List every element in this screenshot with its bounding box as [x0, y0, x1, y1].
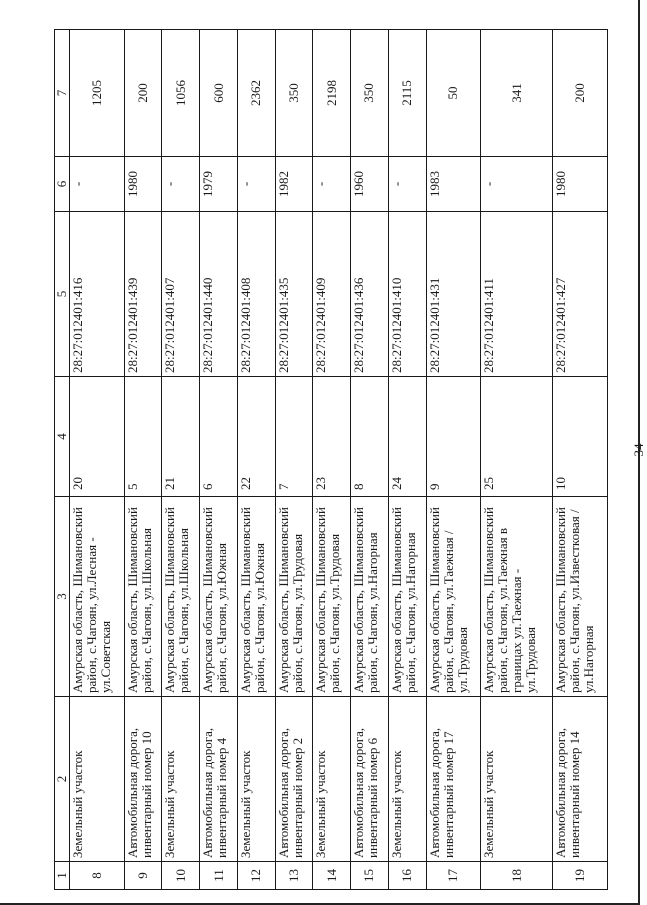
object-address: Амурская область, Шимановский район, с.Чагоян, ул.Трудовая — [313, 497, 351, 697]
registry-number: 24 — [388, 377, 426, 497]
value: 50 — [426, 30, 481, 157]
object-name: Автомобильная дорога, инвентарный номер 14 — [553, 697, 608, 862]
year: - — [162, 157, 200, 212]
object-name: Земельный участок — [70, 697, 125, 862]
header-cell: 1 — [55, 862, 70, 890]
year: - — [313, 157, 351, 212]
object-address: Амурская область, Шимановский район, с.Чагоян, ул.Школьная — [162, 497, 200, 697]
year: - — [388, 157, 426, 212]
cadastral-number: 28:27:012401:436 — [351, 212, 389, 377]
object-address: Амурская область, Шимановский район, с.Чагоян, ул.Трудовая — [275, 497, 313, 697]
registry-number: 5 — [124, 377, 162, 497]
object-address: Амурская область, Шимановский район, с.Чагоян, ул.Южная — [200, 497, 238, 697]
year: - — [481, 157, 553, 212]
table-row — [162, 30, 200, 890]
object-address: Амурская область, Шимановский район, с.Чагоян, ул.Таежная / ул.Трудовая — [426, 497, 481, 697]
object-name: Автомобильная дорога, инвентарный номер 10 — [124, 697, 162, 862]
table-row — [200, 30, 238, 890]
value: 1205 — [70, 30, 125, 157]
page-number: 34 — [631, 443, 646, 457]
row-number: 11 — [200, 862, 238, 890]
property-table — [54, 29, 608, 890]
object-name: Автомобильная дорога, инвентарный номер 4 — [200, 697, 238, 862]
year: 1980 — [124, 157, 162, 212]
registry-number: 9 — [426, 377, 481, 497]
registry-number: 10 — [553, 377, 608, 497]
table-row — [275, 30, 313, 890]
table-row — [351, 30, 389, 890]
registry-number: 8 — [351, 377, 389, 497]
table-row — [237, 30, 275, 890]
year: 1982 — [275, 157, 313, 212]
header-cell: 6 — [55, 157, 70, 212]
rotated-page — [54, 30, 646, 890]
cadastral-number: 28:27:012401:410 — [388, 212, 426, 377]
value: 350 — [351, 30, 389, 157]
object-name: Земельный участок — [313, 697, 351, 862]
cadastral-number: 28:27:012401:416 — [70, 212, 125, 377]
row-number: 10 — [162, 862, 200, 890]
value: 1056 — [162, 30, 200, 157]
year: - — [70, 157, 125, 212]
row-number: 16 — [388, 862, 426, 890]
registry-number: 22 — [237, 377, 275, 497]
row-number: 19 — [553, 862, 608, 890]
object-address: Амурская область, Шимановский район, с.Чагоян, ул.Лесная - ул.Советская — [70, 497, 125, 697]
table-row — [481, 30, 553, 890]
object-name: Земельный участок — [388, 697, 426, 862]
cadastral-number: 28:27:012401:411 — [481, 212, 553, 377]
header-cell: 5 — [55, 212, 70, 377]
object-address: Амурская область, Шимановский район, с.Чагоян, ул.Южная — [237, 497, 275, 697]
cadastral-number: 28:27:012401:407 — [162, 212, 200, 377]
row-number: 9 — [124, 862, 162, 890]
year: 1980 — [553, 157, 608, 212]
value: 200 — [553, 30, 608, 157]
value: 600 — [200, 30, 238, 157]
registry-number: 20 — [70, 377, 125, 497]
value: 350 — [275, 30, 313, 157]
year: 1979 — [200, 157, 238, 212]
object-name: Автомобильная дорога, инвентарный номер 6 — [351, 697, 389, 862]
year: - — [237, 157, 275, 212]
row-number: 14 — [313, 862, 351, 890]
table-row — [70, 30, 125, 890]
object-name: Земельный участок — [481, 697, 553, 862]
cadastral-number: 28:27:012401:409 — [313, 212, 351, 377]
row-number: 18 — [481, 862, 553, 890]
object-name: Земельный участок — [162, 697, 200, 862]
cadastral-number: 28:27:012401:439 — [124, 212, 162, 377]
object-address: Амурская область, Шимановский район, с.Чагоян, ул.Известковая / ул.Нагорная — [553, 497, 608, 697]
row-number: 8 — [70, 862, 125, 890]
row-number: 13 — [275, 862, 313, 890]
registry-number: 23 — [313, 377, 351, 497]
cadastral-number: 28:27:012401:427 — [553, 212, 608, 377]
object-address: Амурская область, Шимановский район, с.Чагоян, ул.Школьная — [124, 497, 162, 697]
table-row — [124, 30, 162, 890]
value: 2115 — [388, 30, 426, 157]
object-address: Амурская область, Шимановский район, с.Чагоян, ул.Нагорная — [351, 497, 389, 697]
registry-number: 6 — [200, 377, 238, 497]
header-cell: 3 — [55, 497, 70, 697]
cadastral-number: 28:27:012401:440 — [200, 212, 238, 377]
row-number: 17 — [426, 862, 481, 890]
year: 1960 — [351, 157, 389, 212]
value: 341 — [481, 30, 553, 157]
cadastral-number: 28:27:012401:431 — [426, 212, 481, 377]
year: 1983 — [426, 157, 481, 212]
header-cell: 7 — [55, 30, 70, 157]
object-name: Автомобильная дорога, инвентарный номер 2 — [275, 697, 313, 862]
registry-number: 21 — [162, 377, 200, 497]
object-name: Автомобильная дорога, инвентарный номер 17 — [426, 697, 481, 862]
header-cell: 4 — [55, 377, 70, 497]
header-cell: 2 — [55, 697, 70, 862]
object-name: Земельный участок — [237, 697, 275, 862]
table-row — [426, 30, 481, 890]
value: 2362 — [237, 30, 275, 157]
table-row — [553, 30, 608, 890]
cadastral-number: 28:27:012401:435 — [275, 212, 313, 377]
header-row — [55, 30, 70, 890]
row-number: 12 — [237, 862, 275, 890]
cadastral-number: 28:27:012401:408 — [237, 212, 275, 377]
table-row — [388, 30, 426, 890]
value: 200 — [124, 30, 162, 157]
table-row — [313, 30, 351, 890]
row-number: 15 — [351, 862, 389, 890]
registry-number: 7 — [275, 377, 313, 497]
value: 2198 — [313, 30, 351, 157]
registry-number: 25 — [481, 377, 553, 497]
object-address: Амурская область, Шимановский район, с.Чагоян, ул.Таежная в границах ул.Таежная - ул.Трудовая — [481, 497, 553, 697]
object-address: Амурская область, Шимановский район, с.Чагоян, ул.Нагорная — [388, 497, 426, 697]
